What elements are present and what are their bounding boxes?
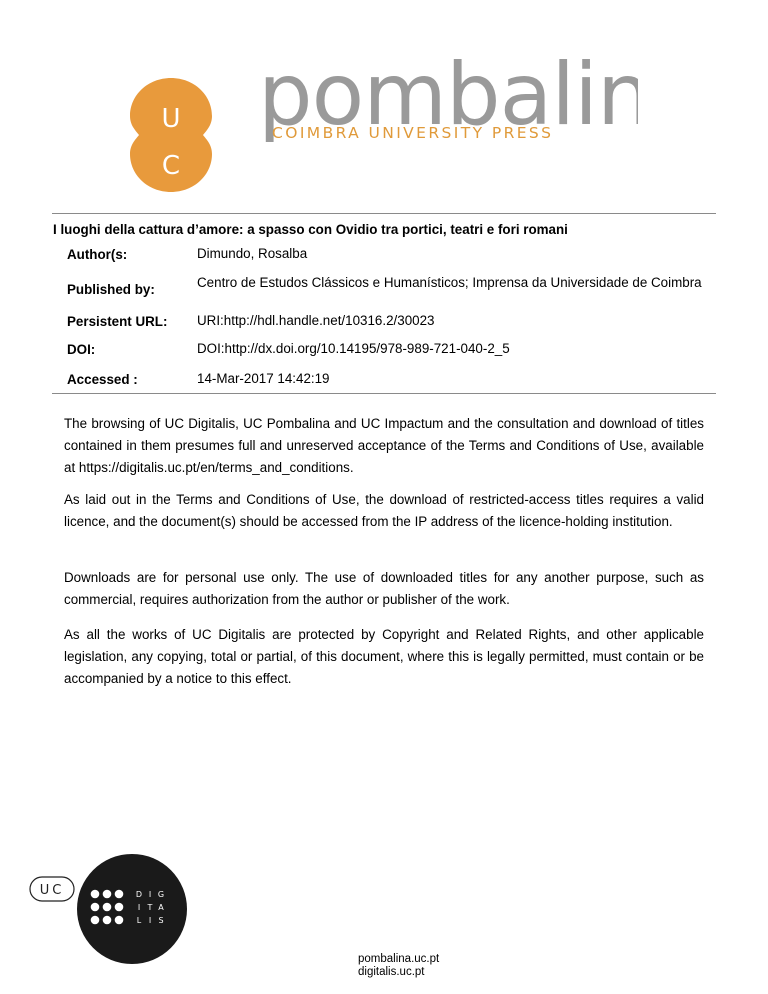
uc-logo <box>130 78 212 192</box>
accessed-label: Accessed : <box>67 372 138 387</box>
svg-text:D: D <box>135 890 143 899</box>
wordmark-text: pombalin <box>258 54 638 144</box>
persistent-url-value[interactable]: URI:http://hdl.handle.net/10316.2/30023 <box>197 313 435 328</box>
svg-text:U: U <box>161 104 181 134</box>
table-bottom-rule <box>52 393 716 394</box>
press-name: COIMBRA UNIVERSITY PRESS <box>272 124 554 142</box>
author-value: Dimundo, Rosalba <box>197 246 308 261</box>
svg-text:A: A <box>158 903 164 912</box>
uc-outline-logo <box>29 876 75 902</box>
publisher-label: Published by: <box>67 282 155 297</box>
personal-use-paragraph: Downloads are for personal use only. The use of downloaded titles for any another purpose, such as commercial, requires authorization from the author or publisher of the work. <box>64 570 704 607</box>
licence-paragraph: As laid out in the Terms and Conditions of Use, the download of restricted-access titles requires a valid licence, and the document(s) should be accessed from the IP address of the licence-holding institution. <box>64 492 704 529</box>
persistent-url-label: Persistent URL: <box>67 314 168 329</box>
digitalis-logo <box>77 854 187 964</box>
svg-text:T: T <box>147 903 153 912</box>
svg-text:C: C <box>161 151 181 181</box>
accessed-value: 14-Mar-2017 14:42:19 <box>197 371 330 386</box>
author-label: Author(s: <box>67 247 128 262</box>
svg-text:UC: UC <box>39 883 65 898</box>
svg-text:I: I <box>137 903 141 912</box>
publisher-value: Centro de Estudos Clássicos e Humanísticos; Imprensa da Universidade de Coimbra <box>197 275 702 290</box>
footer-links <box>358 953 439 978</box>
svg-text:G: G <box>157 890 165 899</box>
table-top-rule <box>52 213 716 214</box>
svg-text:L: L <box>136 916 142 925</box>
doi-label: DOI: <box>67 342 96 357</box>
pombalina-link[interactable]: pombalina.uc.pt <box>358 953 440 965</box>
digitalis-link[interactable]: digitalis.uc.pt <box>358 965 425 978</box>
document-title: I luoghi della cattura d’amore: a spasso con Ovidio tra portici, teatri e fori romani <box>53 222 568 237</box>
doi-value[interactable]: DOI:http://dx.doi.org/10.14195/978-989-721-040-2_5 <box>197 341 510 356</box>
svg-text:I: I <box>148 916 152 925</box>
copyright-paragraph: As all the works of UC Digitalis are protected by Copyright and Related Rights, and other applicable legislation, any copying, total or partial, of this document, where this is legally permitted, must contain or be accompanied by a notice to this effect. <box>64 627 704 686</box>
svg-text:S: S <box>158 916 164 925</box>
terms-paragraph: The browsing of UC Digitalis, UC Pombalina and UC Impactum and the consultation and download of titles contained in them presumes full and unreserved acceptance of the Terms and Conditions of Use, available at https://digitalis.uc.pt/en/terms_and_conditions. <box>64 416 704 475</box>
svg-text:I: I <box>148 890 152 899</box>
